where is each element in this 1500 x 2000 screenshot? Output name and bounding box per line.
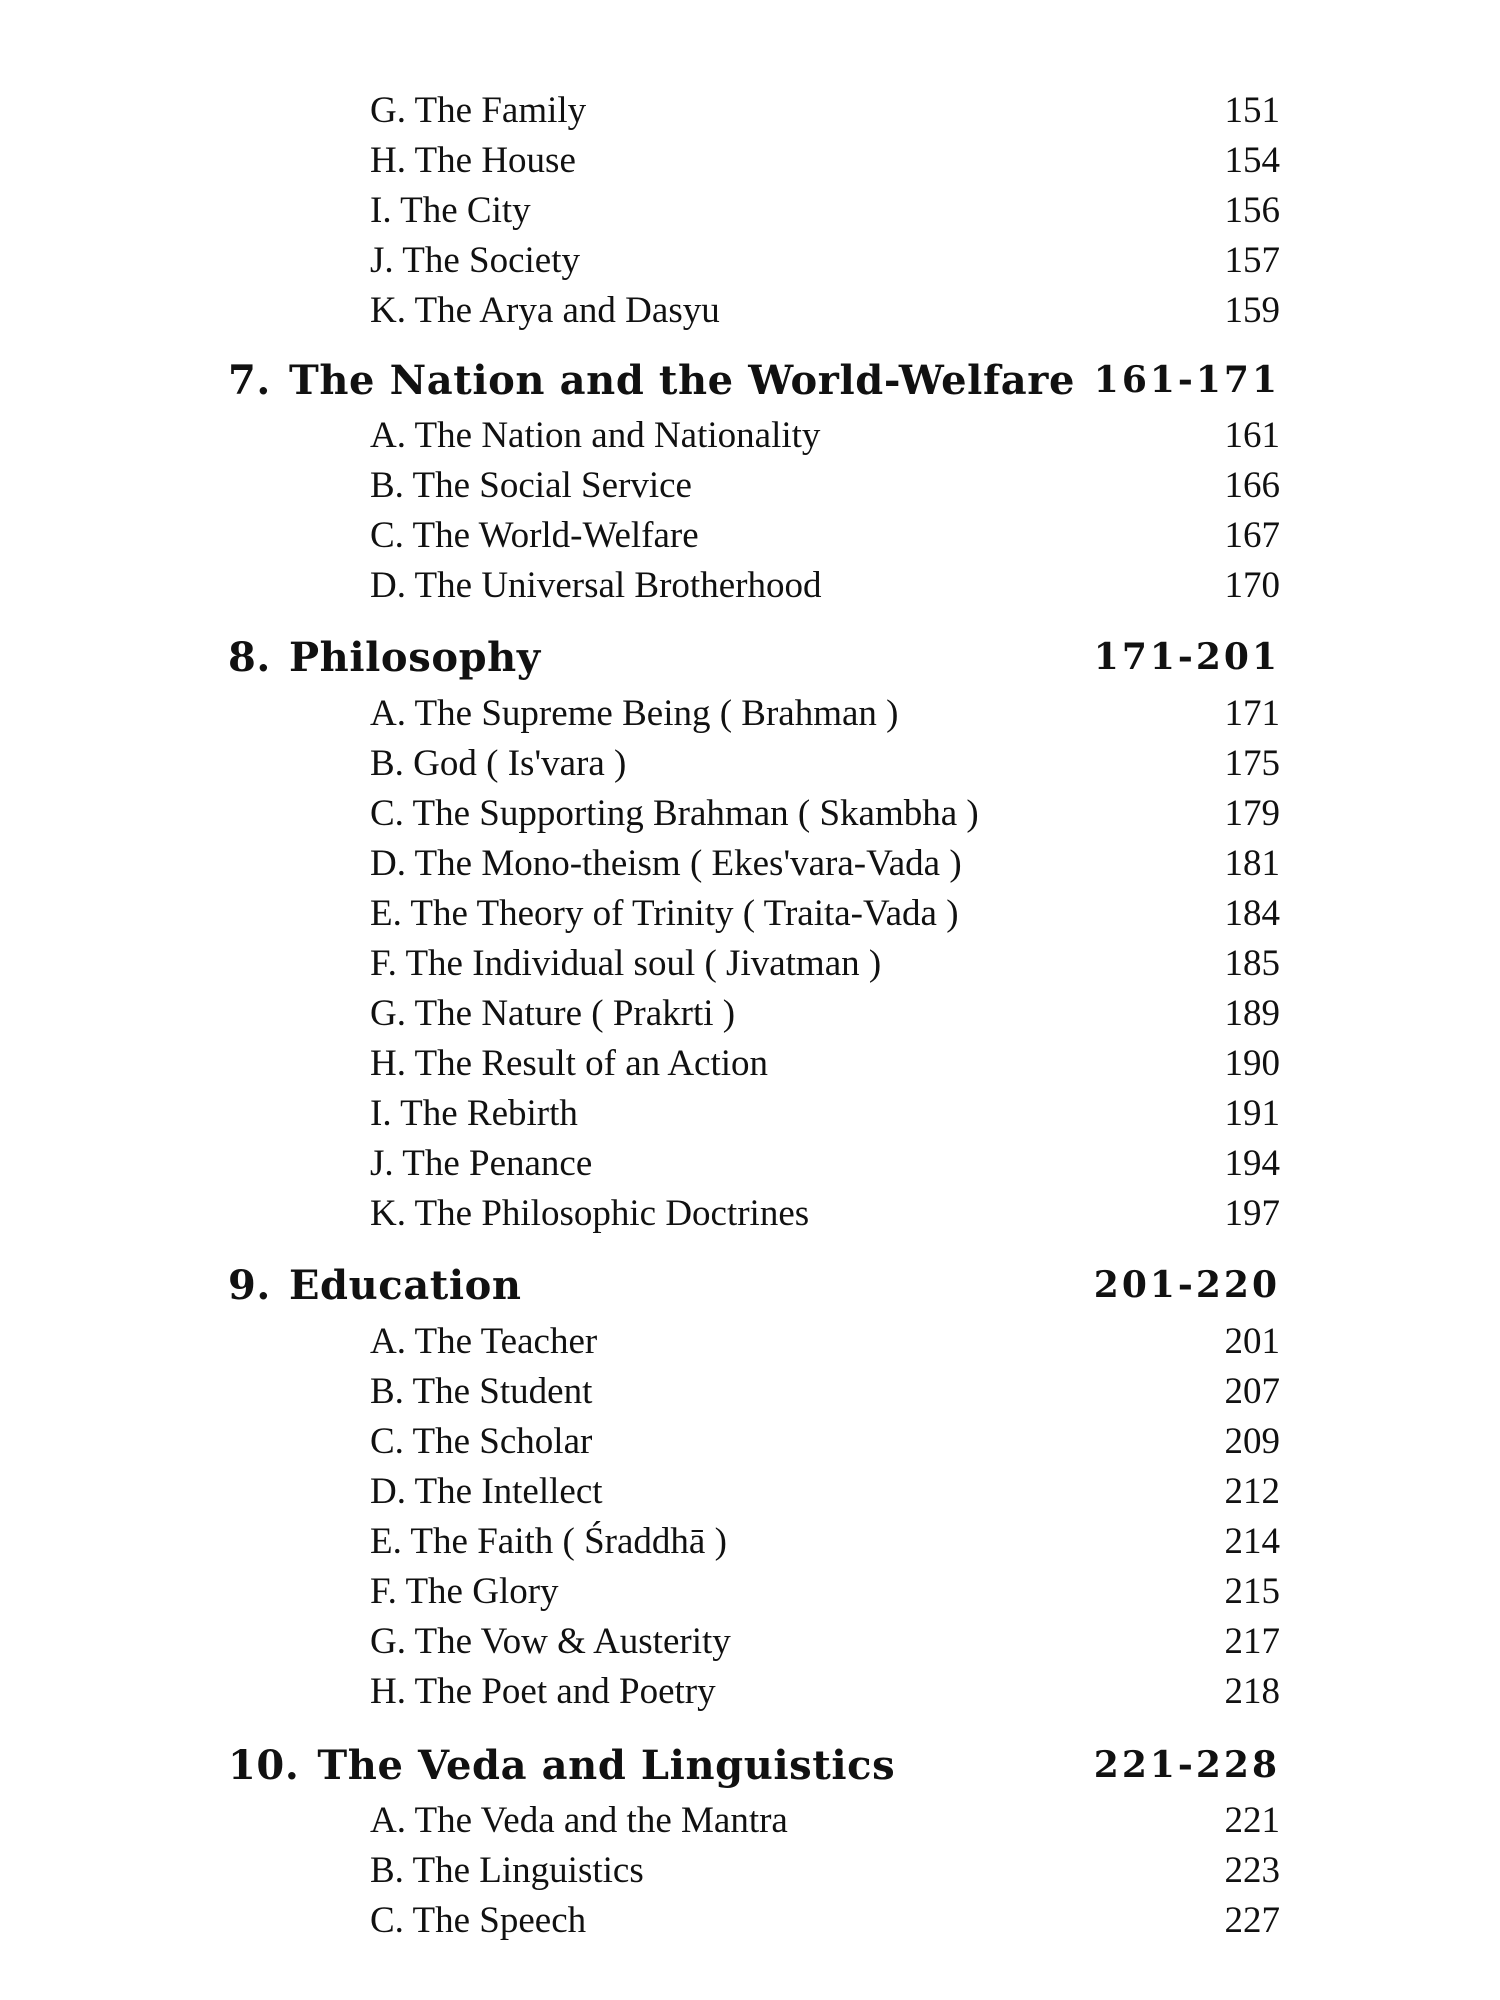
chapter-page-range: 201-220 — [1093, 1264, 1280, 1306]
entry-label: G. The Family — [370, 89, 587, 131]
chapter-title-line — [228, 1262, 1094, 1309]
entry-label: H. The House — [370, 139, 576, 181]
toc-entry — [370, 1516, 1280, 1566]
entry-page: 194 — [1224, 1142, 1280, 1184]
entry-label: B. The Linguistics — [370, 1849, 644, 1891]
toc-entry — [370, 788, 1280, 838]
entry-page: 170 — [1224, 564, 1280, 606]
toc-entry — [370, 938, 1280, 988]
entry-page: 214 — [1224, 1520, 1280, 1562]
entry-label: C. The Scholar — [370, 1420, 593, 1462]
chapter-title-line — [228, 634, 1094, 681]
chapter-title: The Veda and Linguistics — [317, 1741, 896, 1789]
toc-entry — [370, 410, 1280, 460]
chapter-title-line — [228, 1742, 1094, 1789]
chapter-title: The Nation and the World-Welfare — [288, 356, 1076, 404]
entry-page: 189 — [1224, 992, 1280, 1034]
entry-label: C. The World-Welfare — [370, 514, 699, 556]
entry-label: A. The Supreme Being ( Brahman ) — [370, 692, 899, 734]
toc-entry — [370, 235, 1280, 285]
toc-entry — [370, 1138, 1280, 1188]
entry-page: 185 — [1224, 942, 1280, 984]
chapter-number: 7. — [228, 356, 271, 404]
chapter-heading — [228, 1260, 1280, 1310]
chapter-heading — [228, 355, 1280, 405]
chapter-number: 9. — [228, 1261, 271, 1309]
toc-entry — [370, 285, 1280, 335]
toc-entry — [370, 85, 1280, 135]
entry-page: 207 — [1224, 1370, 1280, 1412]
entry-page: 197 — [1224, 1192, 1280, 1234]
entry-page: 154 — [1224, 139, 1280, 181]
entry-page: 184 — [1224, 892, 1280, 934]
entry-label: H. The Result of an Action — [370, 1042, 769, 1084]
entry-label: B. The Student — [370, 1370, 593, 1412]
entry-page: 227 — [1224, 1899, 1280, 1941]
toc-entry — [370, 510, 1280, 560]
chapter-number: 10. — [228, 1741, 300, 1789]
entry-page: 212 — [1224, 1470, 1280, 1512]
entry-label: B. God ( Is'vara ) — [370, 742, 627, 784]
toc-entry — [370, 688, 1280, 738]
entry-page: 157 — [1224, 239, 1280, 281]
chapter-page-range: 221-228 — [1093, 1744, 1280, 1786]
entry-label: A. The Teacher — [370, 1320, 598, 1362]
toc-entry — [370, 1416, 1280, 1466]
entry-page: 156 — [1224, 189, 1280, 231]
entry-label: I. The City — [370, 189, 531, 231]
entry-label: K. The Philosophic Doctrines — [370, 1192, 810, 1234]
entry-page: 175 — [1224, 742, 1280, 784]
chapter-number: 8. — [228, 633, 271, 681]
entry-page: 209 — [1224, 1420, 1280, 1462]
entry-label: B. The Social Service — [370, 464, 692, 506]
toc-entry — [370, 1795, 1280, 1845]
entry-label: D. The Mono-theism ( Ekes'vara-Vada ) — [370, 842, 962, 884]
entry-page: 201 — [1224, 1320, 1280, 1362]
entry-page: 223 — [1224, 1849, 1280, 1891]
chapter-page-range: 171-201 — [1093, 636, 1280, 678]
entry-page: 161 — [1224, 414, 1280, 456]
entry-page: 166 — [1224, 464, 1280, 506]
toc-entry — [370, 460, 1280, 510]
entry-page: 159 — [1224, 289, 1280, 331]
entry-label: E. The Faith ( Śraddhā ) — [370, 1520, 727, 1562]
chapter-heading — [228, 1740, 1280, 1790]
entry-page: 151 — [1224, 89, 1280, 131]
entry-label: J. The Penance — [370, 1142, 593, 1184]
chapter-title: Education — [288, 1261, 522, 1309]
toc-entry — [370, 1188, 1280, 1238]
entry-label: J. The Society — [370, 239, 580, 281]
toc-entry — [370, 1366, 1280, 1416]
toc-entry — [370, 738, 1280, 788]
toc-entry — [370, 135, 1280, 185]
entry-label: D. The Intellect — [370, 1470, 603, 1512]
toc-entry — [370, 1088, 1280, 1138]
entry-page: 191 — [1224, 1092, 1280, 1134]
entry-label: G. The Vow & Austerity — [370, 1620, 731, 1662]
toc-entry — [370, 1038, 1280, 1088]
toc-entry — [370, 1616, 1280, 1666]
entry-page: 221 — [1224, 1799, 1280, 1841]
entry-label: H. The Poet and Poetry — [370, 1670, 716, 1712]
entry-page: 218 — [1224, 1670, 1280, 1712]
entry-label: F. The Glory — [370, 1570, 559, 1612]
entry-label: E. The Theory of Trinity ( Traita-Vada ) — [370, 892, 959, 934]
chapter-heading — [228, 632, 1280, 682]
toc-entry — [370, 988, 1280, 1038]
entry-label: C. The Supporting Brahman ( Skambha ) — [370, 792, 979, 834]
toc-entry — [370, 1316, 1280, 1366]
toc-entry — [370, 888, 1280, 938]
entry-label: K. The Arya and Dasyu — [370, 289, 720, 331]
entry-page: 171 — [1224, 692, 1280, 734]
entry-label: D. The Universal Brotherhood — [370, 564, 822, 606]
toc-entry — [370, 560, 1280, 610]
entry-label: G. The Nature ( Prakrti ) — [370, 992, 736, 1034]
entry-label: F. The Individual soul ( Jivatman ) — [370, 942, 882, 984]
entry-page: 190 — [1224, 1042, 1280, 1084]
toc-entry — [370, 185, 1280, 235]
entry-label: C. The Speech — [370, 1899, 587, 1941]
entry-page: 217 — [1224, 1620, 1280, 1662]
toc-entry — [370, 1666, 1280, 1716]
entry-page: 179 — [1224, 792, 1280, 834]
toc-entry — [370, 1566, 1280, 1616]
toc-entry — [370, 838, 1280, 888]
entry-page: 215 — [1224, 1570, 1280, 1612]
entry-label: A. The Veda and the Mantra — [370, 1799, 788, 1841]
entry-page: 167 — [1224, 514, 1280, 556]
entry-label: A. The Nation and Nationality — [370, 414, 821, 456]
chapter-title-line — [228, 357, 1094, 404]
toc-entry — [370, 1845, 1280, 1895]
chapter-page-range: 161-171 — [1093, 359, 1280, 401]
entry-page: 181 — [1224, 842, 1280, 884]
toc-entry — [370, 1466, 1280, 1516]
entry-label: I. The Rebirth — [370, 1092, 578, 1134]
chapter-title: Philosophy — [288, 633, 541, 681]
toc-entry — [370, 1895, 1280, 1945]
